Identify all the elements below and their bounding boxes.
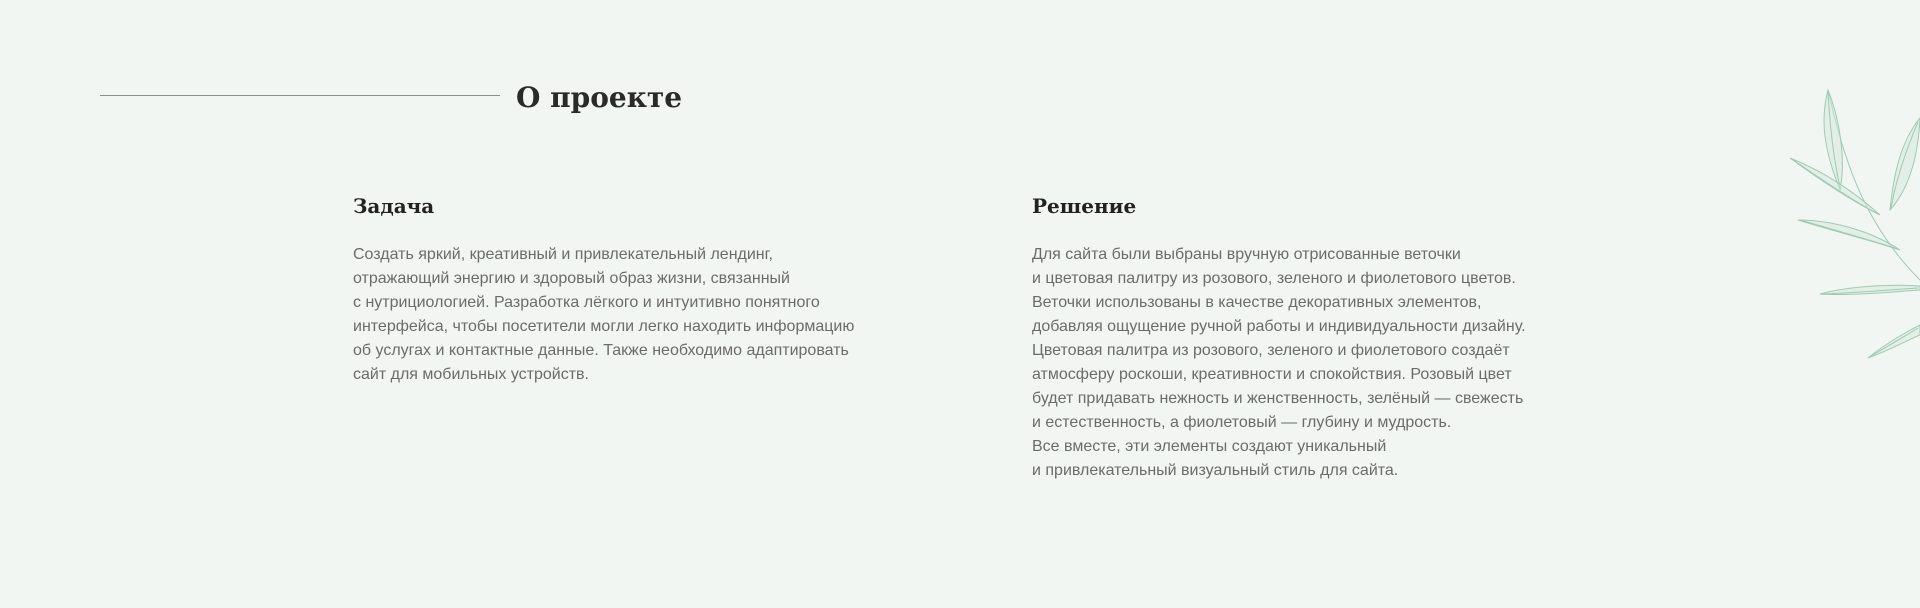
solution-text-line: добавляя ощущение ручной работы и индивидуальности дизайну. (1032, 318, 1526, 335)
task-text-line: интерфейса, чтобы посетители могли легко находить информацию (353, 318, 855, 335)
solution-heading: Решение (1032, 194, 1137, 218)
task-text-line: сайт для мобильных устройств. (353, 366, 589, 383)
task-column (353, 190, 913, 387)
solution-text-line: Для сайта были выбраны вручную отрисованные веточки (1032, 246, 1461, 263)
task-text-line: об услугах и контактные данные. Также необходимо адаптировать (353, 342, 849, 359)
solution-text-line: и привлекательный визуальный стиль для сайта. (1032, 462, 1399, 479)
solution-text (1032, 243, 1592, 483)
page-title: О проекте (516, 81, 683, 114)
header-divider-line (100, 95, 500, 96)
task-text (353, 243, 913, 387)
solution-column (1032, 190, 1592, 483)
task-text-line: отражающий энергию и здоровый образ жизни, связанный (353, 270, 790, 287)
solution-text-line: и естественность, а фиолетовый — глубину и мудрость. (1032, 414, 1452, 431)
solution-text-line: и цветовая палитру из розового, зеленого и фиолетового цветов. (1032, 270, 1516, 287)
solution-text-line: атмосферу роскоши, креативности и спокойствия. Розовый цвет (1032, 366, 1512, 383)
solution-text-line: будет придавать нежность и женственность, зелёный — свежесть (1032, 390, 1524, 407)
task-heading: Задача (353, 194, 435, 218)
task-text-line: с нутрициологией. Разработка лёгкого и интуитивно понятного (353, 294, 820, 311)
solution-text-line: Веточки использованы в качестве декоративных элементов, (1032, 294, 1482, 311)
leaf-branch-icon (1790, 80, 1920, 370)
solution-text-line: Все вместе, эти элементы создают уникальный (1032, 438, 1387, 455)
task-text-line: Создать яркий, креативный и привлекательный лендинг, (353, 246, 773, 263)
solution-text-line: Цветовая палитра из розового, зеленого и фиолетового создаёт (1032, 342, 1510, 359)
section-header (100, 78, 700, 118)
